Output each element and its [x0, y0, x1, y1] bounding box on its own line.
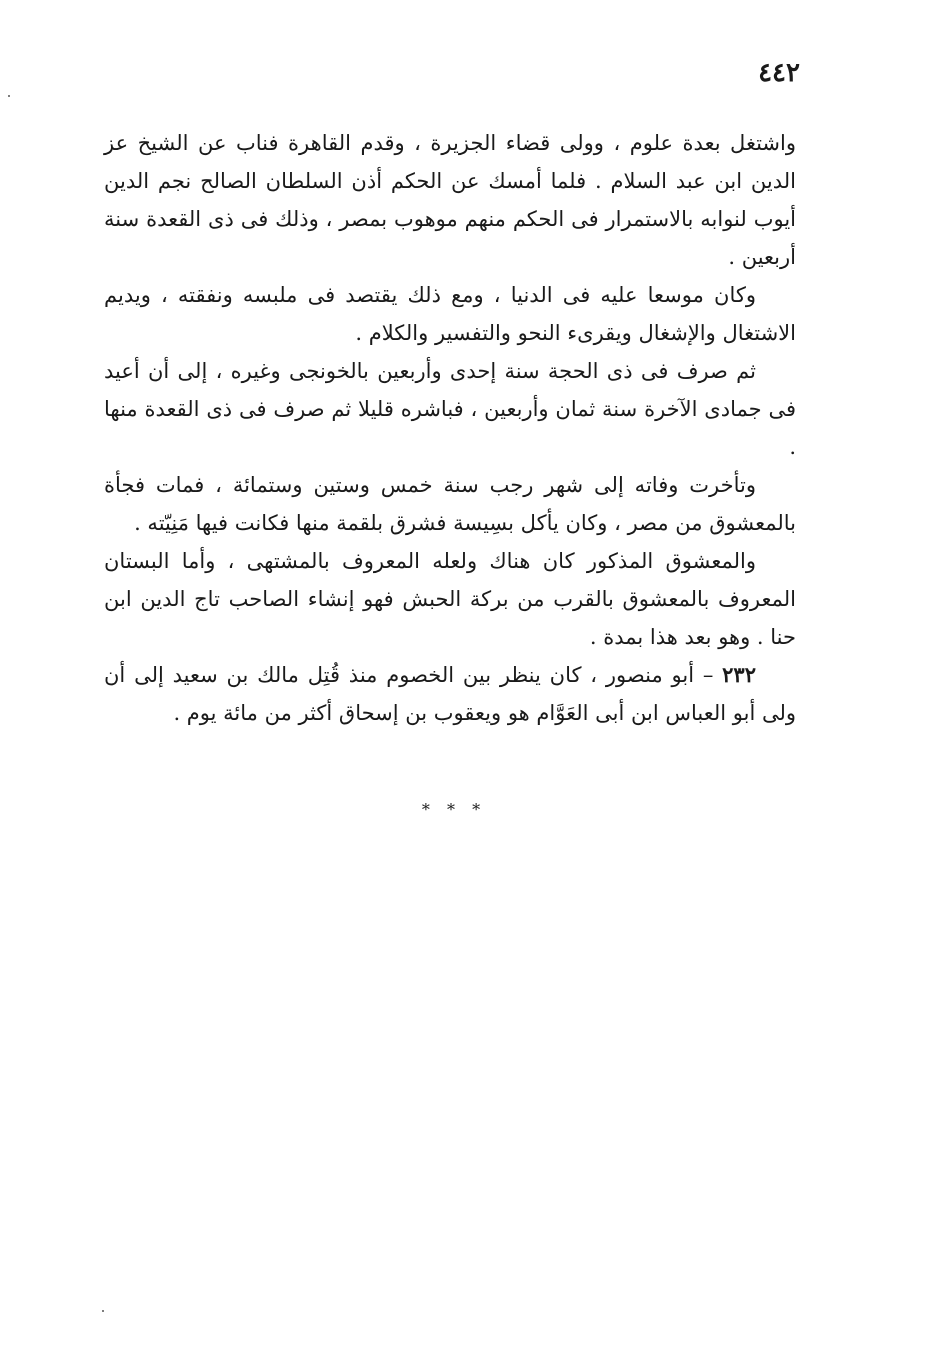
- paragraph: ثم صرف فى ذى الحجة سنة إحدى وأربعين بالخونجى وغيره ، إلى أن أعيد فى جمادى الآخرة سنة ثمان وأربعين ، فباشره قليلا ثم صرف فى ذى القعدة منها .: [104, 359, 796, 459]
- paragraph: وكان موسعا عليه فى الدنيا ، ومع ذلك يقتصد فى ملبسه ونفقته ، ويديم الاشتغال والإشغال ويقرىء النحو والتفسير والكلام .: [104, 283, 796, 345]
- section-separator: * * *: [421, 800, 487, 819]
- paragraph: والمعشوق المذكور كان هناك ولعله المعروف بالمشتهى ، وأما البستان المعروف بالمعشوق بالقرب من بركة الحبش فهو إنشاء الصاحب تاج الدين ابن حنا . وهو بعد هذا بمدة .: [104, 549, 796, 649]
- biography-entry: [104, 656, 796, 732]
- scan-speck: [8, 95, 10, 97]
- scan-speck: [102, 1310, 104, 1312]
- body-text: [104, 124, 796, 732]
- paragraph: واشتغل بعدة علوم ، وولى قضاء الجزيرة ، وقدم القاهرة فناب عن الشيخ عز الدين ابن عبد السلام . فلما أمسك عن الحكم أذن السلطان الصالح نجم الدين أيوب لنوابه بالاستمرار فى الحكم منهم موهوب بمصر ، وذلك فى ذى القعدة سنة أربعين .: [104, 131, 796, 269]
- paragraph: وتأخرت وفاته إلى شهر رجب سنة خمس وستين وستمائة ، فمات فجأة بالمعشوق من مصر ، وكان يأكل بسِيسة فشرق بلقمة منها فكانت فيها مَنِيّته .: [104, 473, 796, 535]
- page-number: ٤٤٢: [758, 58, 800, 88]
- entry-number: ٢٣٢: [722, 662, 756, 687]
- entry-text: – أبو منصور ، كان ينظر بين الخصوم منذ قُتِل مالك بن سعيد إلى أن ولى أبو العباس ابن أبى العَوَّام هو ويعقوب بن إسحاق أكثر من مائة يوم .: [104, 663, 796, 725]
